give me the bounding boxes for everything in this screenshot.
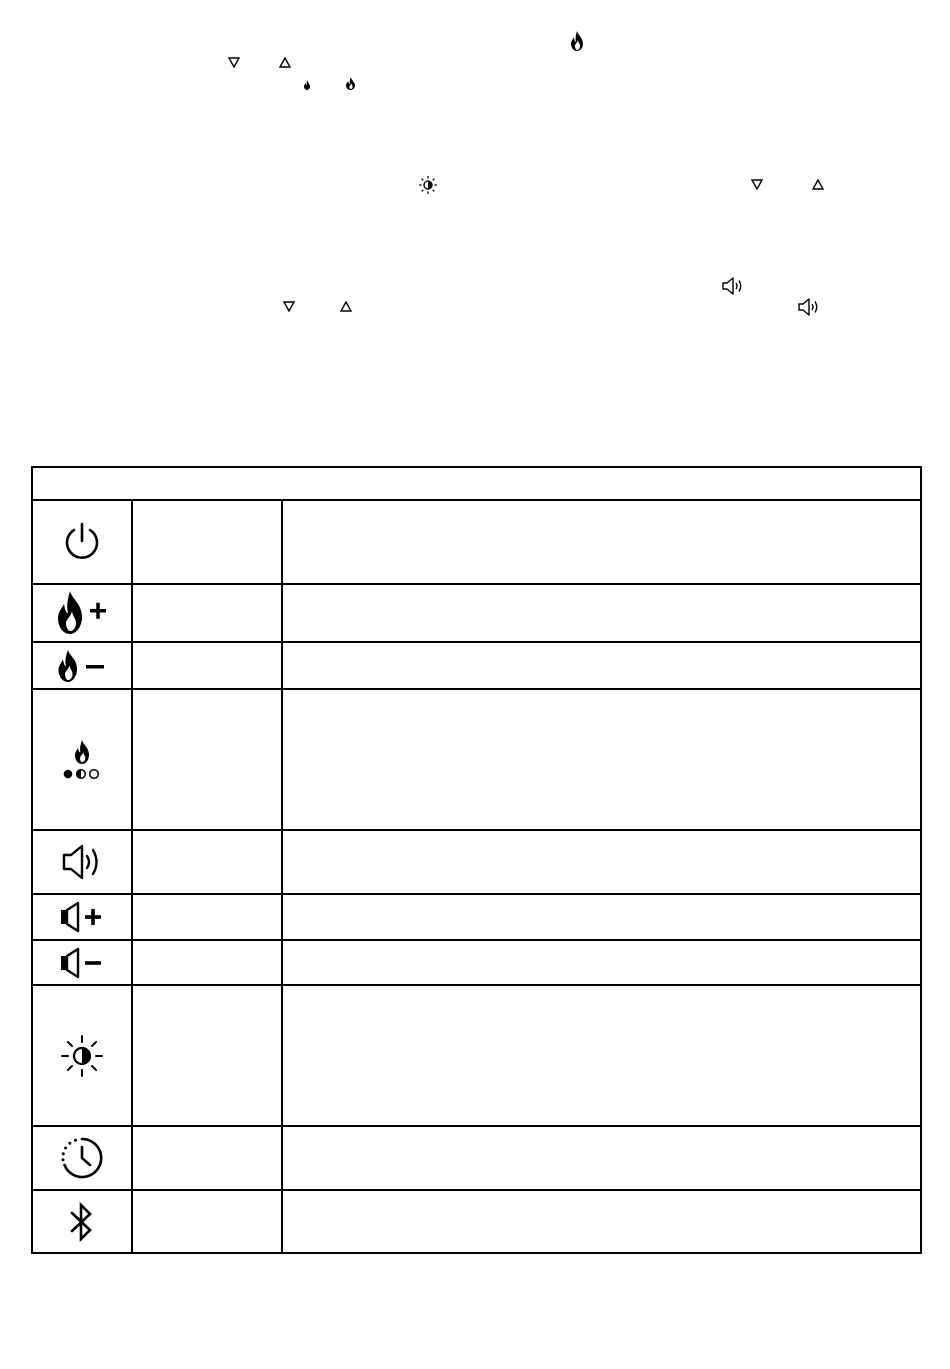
table-row	[32, 985, 921, 1126]
flame-level-icon	[60, 738, 104, 782]
brightness-icon	[418, 175, 438, 195]
speaker-icon	[722, 277, 744, 295]
row-description	[282, 500, 921, 584]
volume-plus-icon	[59, 901, 105, 933]
row-description	[282, 985, 921, 1126]
row-description	[282, 689, 921, 830]
down-triangle-icon	[751, 179, 763, 190]
row-name	[132, 830, 282, 894]
up-triangle-icon	[279, 57, 291, 68]
icon-cell	[32, 940, 132, 985]
small-flame-icon	[303, 80, 311, 90]
row-description	[282, 830, 921, 894]
table-row	[32, 940, 921, 985]
flame-plus-icon	[55, 590, 109, 636]
icon-cell	[32, 985, 132, 1126]
timer-icon	[60, 1136, 104, 1180]
row-description	[282, 584, 921, 642]
table-row	[32, 1190, 921, 1253]
row-description	[282, 1190, 921, 1253]
brightness-icon	[60, 1034, 104, 1078]
power-icon	[62, 521, 102, 563]
table-header-row	[32, 467, 921, 500]
row-name	[132, 1190, 282, 1253]
row-description	[282, 940, 921, 985]
table-row	[32, 584, 921, 642]
table-row	[32, 894, 921, 940]
row-description	[282, 1126, 921, 1190]
speaker-icon	[798, 298, 820, 316]
flame-icon	[569, 30, 585, 52]
row-name	[132, 894, 282, 940]
speaker-icon	[61, 844, 103, 880]
icon-cell	[32, 894, 132, 940]
icon-cell	[32, 830, 132, 894]
icon-cell	[32, 1126, 132, 1190]
row-description	[282, 894, 921, 940]
table-row	[32, 830, 921, 894]
row-name	[132, 500, 282, 584]
down-triangle-icon	[283, 301, 295, 312]
flame-minus-icon	[56, 649, 108, 683]
up-triangle-icon	[340, 301, 352, 312]
row-name	[132, 584, 282, 642]
row-name	[132, 1126, 282, 1190]
icon-cell	[32, 1190, 132, 1253]
row-description	[282, 642, 921, 689]
icon-reference-table	[31, 466, 922, 1254]
up-triangle-icon	[812, 179, 824, 190]
row-name	[132, 642, 282, 689]
icon-cell	[32, 584, 132, 642]
row-name	[132, 940, 282, 985]
medium-flame-icon	[345, 77, 356, 90]
table-row	[32, 689, 921, 830]
down-triangle-icon	[228, 57, 240, 68]
table-row	[32, 1126, 921, 1190]
table-row	[32, 642, 921, 689]
table-row	[32, 500, 921, 584]
icon-cell	[32, 642, 132, 689]
row-name	[132, 985, 282, 1126]
icon-cell	[32, 689, 132, 830]
volume-minus-icon	[59, 947, 105, 979]
table-header	[32, 467, 921, 500]
bluetooth-icon	[67, 1202, 97, 1242]
icon-cell	[32, 500, 132, 584]
row-name	[132, 689, 282, 830]
